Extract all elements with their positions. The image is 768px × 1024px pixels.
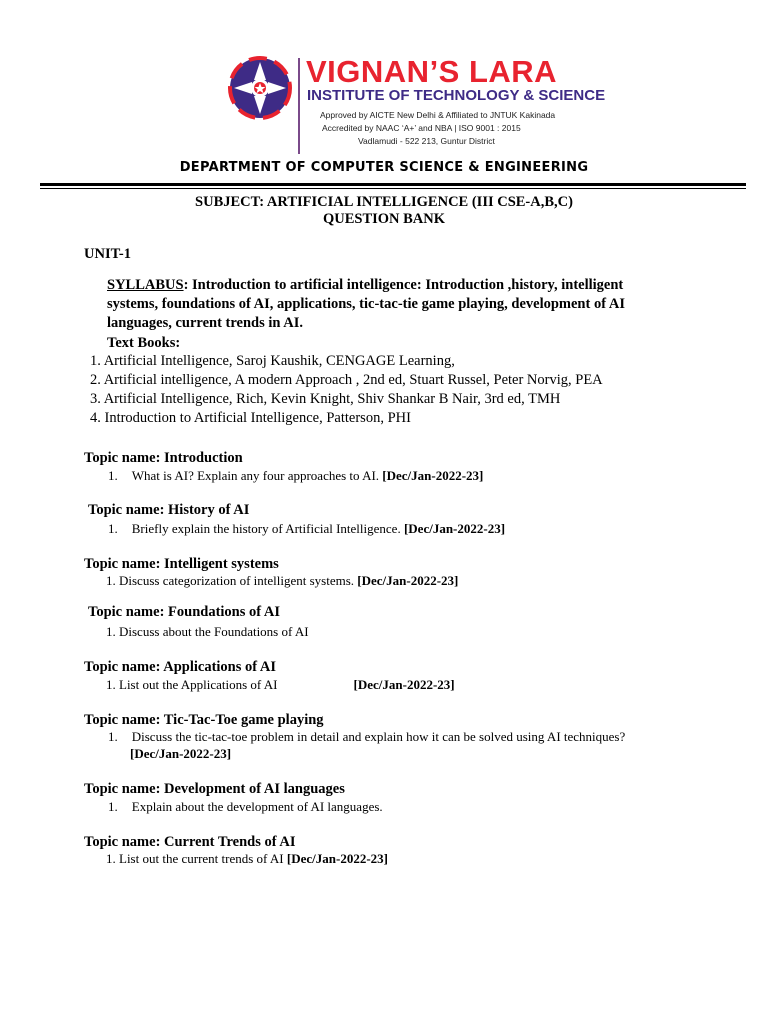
question-number: 1. <box>106 851 116 866</box>
question-text: Discuss about the Foundations of AI <box>119 624 309 639</box>
question-text: Discuss categorization of intelligent systems. <box>119 573 355 588</box>
question-number: 1. <box>108 468 118 483</box>
question-number: 1. <box>108 729 118 744</box>
question-tic-tac-toe <box>108 729 625 745</box>
unit-heading: UNIT-1 <box>84 246 132 262</box>
address-line: Vadlamudi - 522 213, Guntur District <box>358 136 495 146</box>
question-number: 1. <box>106 624 116 639</box>
exam-tag: [Dec/Jan-2022-23] <box>286 851 388 866</box>
text-book-item: 1. Artificial Intelligence, Saroj Kaushik, CENGAGE Learning, <box>90 353 455 369</box>
text-book-item: 3. Artificial Intelligence, Rich, Kevin Knight, Shiv Shankar B Nair, 3rd ed, TMH <box>90 391 561 407</box>
topic-title-history: Topic name: History of AI <box>88 502 250 518</box>
text-book-item: 4. Introduction to Artificial Intelligence, Patterson, PHI <box>90 410 411 426</box>
topic-title-foundations: Topic name: Foundations of AI <box>88 604 281 620</box>
institution-name: VIGNAN’S LARA <box>306 54 558 89</box>
question-introduction <box>108 468 483 484</box>
department-heading: DEPARTMENT OF COMPUTER SCIENCE & ENGINEERING <box>179 160 589 175</box>
question-text: What is AI? Explain any four approaches to AI. <box>131 468 380 483</box>
question-tic-tac-toe-tag-line <box>130 746 231 762</box>
topic-title-intelligent-systems: Topic name: Intelligent systems <box>84 556 279 572</box>
syllabus-text: : Introduction to artificial intelligence: Introduction ,history, intelligent systems, foundations of AI, applications, tic-tac-tie game playing, development of AI languages, current trends in AI. <box>107 277 625 331</box>
question-applications <box>106 677 455 693</box>
header-rule-thin <box>40 188 746 189</box>
text-books-heading: Text Books: <box>107 335 181 351</box>
institution-subtitle: INSTITUTE OF TECHNOLOGY & SCIENCE <box>307 87 606 104</box>
question-text: Briefly explain the history of Artificial Intelligence. <box>131 521 401 536</box>
approval-line: Approved by AICTE New Delhi & Affiliated to JNTUK Kakinada <box>320 110 556 120</box>
question-text: Discuss the tic-tac-toe problem in detail and explain how it can be solved using AI techniques? <box>131 729 626 744</box>
document-type-heading: QUESTION BANK <box>322 211 446 227</box>
question-number: 1. <box>106 573 116 588</box>
question-text: Explain about the development of AI languages. <box>131 799 383 814</box>
question-current-trends <box>106 851 388 867</box>
topic-title-introduction: Topic name: Introduction <box>84 450 243 466</box>
header-rule-thick <box>40 183 746 186</box>
topic-title-ai-languages: Topic name: Development of AI languages <box>84 781 345 797</box>
logo-divider <box>298 58 300 154</box>
exam-tag: [Dec/Jan-2022-23] <box>403 521 506 536</box>
topic-title-current-trends: Topic name: Current Trends of AI <box>84 834 296 850</box>
exam-tag: [Dec/Jan-2022-23] <box>130 746 232 761</box>
text-books-list <box>90 352 680 428</box>
accreditation-line: Accredited by NAAC ‘A+’ and NBA | ISO 9001 : 2015 <box>322 123 521 133</box>
question-ai-languages <box>108 799 383 815</box>
exam-tag: [Dec/Jan-2022-23] <box>382 468 484 483</box>
institute-logo-emblem-icon <box>228 56 292 120</box>
syllabus-label: SYLLABUS <box>107 277 184 293</box>
subject-heading: SUBJECT: ARTIFICIAL INTELLIGENCE (III CSE-A,B,C) <box>195 194 573 210</box>
topic-title-tic-tac-toe: Topic name: Tic-Tac-Toe game playing <box>84 712 324 728</box>
question-number: 1. <box>108 521 118 536</box>
question-number: 1. <box>108 799 118 814</box>
exam-tag: [Dec/Jan-2022-23] <box>353 677 455 692</box>
question-number: 1. <box>106 677 116 692</box>
question-intelligent-systems <box>106 573 458 589</box>
exam-tag: [Dec/Jan-2022-23] <box>357 573 459 588</box>
text-book-item: 2. Artificial intelligence, A modern Approach , 2nd ed, Stuart Russel, Peter Norvig, PEA <box>90 372 603 388</box>
question-foundations <box>106 624 309 640</box>
syllabus-paragraph <box>107 276 677 333</box>
question-text: List out the Applications of AI <box>119 677 278 692</box>
question-text: List out the current trends of AI <box>119 851 284 866</box>
question-history <box>108 521 505 537</box>
topic-title-applications: Topic name: Applications of AI <box>84 659 277 675</box>
